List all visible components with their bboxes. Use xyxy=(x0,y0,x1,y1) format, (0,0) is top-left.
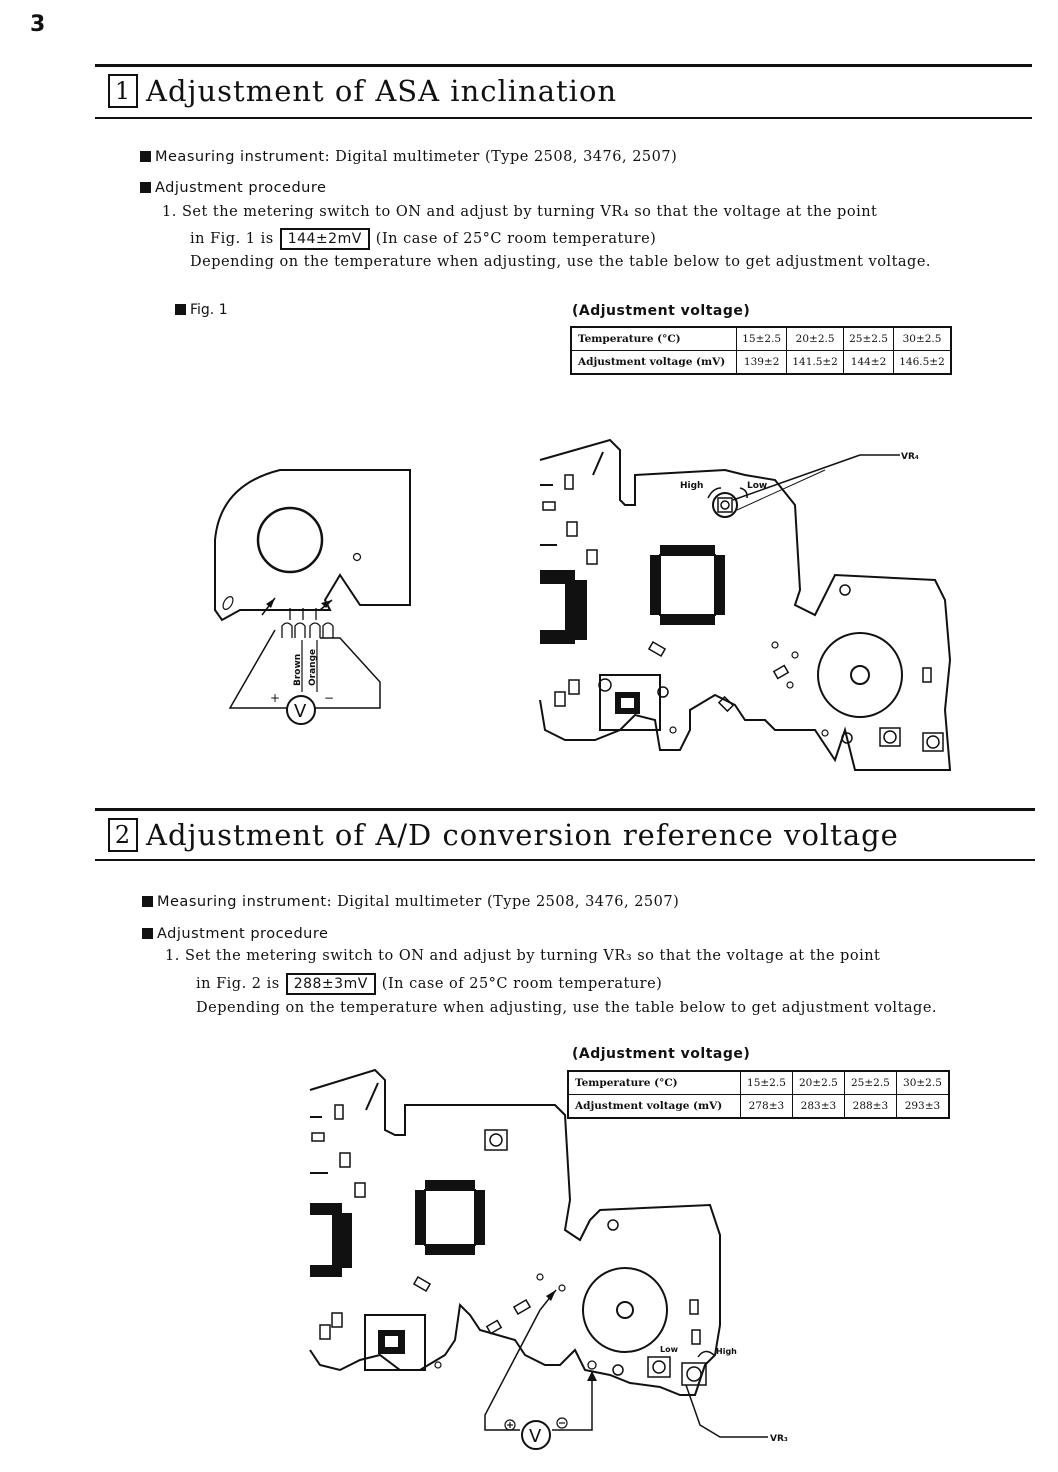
table-row xyxy=(571,327,951,351)
section2-table-caption: (Adjustment voltage) xyxy=(572,1046,751,1062)
high-label: High xyxy=(680,481,704,491)
section1-heading xyxy=(108,74,617,108)
table-cell: 141.5±2 xyxy=(787,351,844,375)
fig1-sensor-diagram xyxy=(200,460,420,735)
motor-disc xyxy=(818,633,902,717)
vr-leader-line xyxy=(733,455,860,500)
wire-label-orange: Orange xyxy=(308,648,318,686)
vr-leader-line xyxy=(686,1385,768,1437)
section1-bottom-rule xyxy=(95,117,1032,119)
table-cell: 15±2.5 xyxy=(737,327,787,351)
table-cell: 25±2.5 xyxy=(844,327,894,351)
vr4-label: VR₄ xyxy=(901,452,919,462)
mounting-slot xyxy=(221,595,235,611)
sensor-ring xyxy=(258,508,322,572)
page-number: 3 xyxy=(30,12,46,37)
trimmer-icon xyxy=(648,1357,670,1377)
connector-pins xyxy=(282,608,333,638)
vr4-trimmer-icon xyxy=(713,493,737,517)
voltmeter-label: V xyxy=(529,1426,542,1447)
vr3-label: VR₃ xyxy=(770,1434,788,1444)
ic-chip xyxy=(332,1213,352,1268)
main-processor-chip xyxy=(425,1190,475,1245)
trimmer-icon xyxy=(485,1130,507,1150)
section2-step-line1: 1. Set the metering switch to ON and adjust by turning VR₃ so that the voltage at the point xyxy=(165,948,881,964)
section1-table-caption: (Adjustment voltage) xyxy=(572,303,751,319)
low-label: Low xyxy=(747,481,768,491)
section2-bottom-rule xyxy=(95,859,1035,861)
table-cell: 20±2.5 xyxy=(787,327,844,351)
component xyxy=(565,475,573,489)
bullet-icon xyxy=(140,182,151,193)
pcb-outline xyxy=(540,440,950,770)
bullet-icon xyxy=(175,304,186,315)
table-cell: 144±2 xyxy=(844,351,894,375)
table-cell: 139±2 xyxy=(737,351,787,375)
probe-wire-plus xyxy=(485,1310,540,1430)
section1-fig-label: Fig. 1 xyxy=(175,302,228,318)
section2-top-rule xyxy=(95,808,1035,811)
section1-top-rule xyxy=(95,64,1032,67)
voltmeter-label: V xyxy=(294,701,307,722)
table-header-cell: Adjustment voltage (mV) xyxy=(568,1095,740,1119)
section1-step-line3: Depending on the temperature when adjusting, use the table below to get adjustment voltage. xyxy=(190,254,932,270)
sensor-board-outline xyxy=(215,470,410,620)
ic-chip xyxy=(540,630,575,644)
table-header-cell: Temperature (°C) xyxy=(571,327,737,351)
table-cell: 146.5±2 xyxy=(894,351,951,375)
table-cell: 293±3 xyxy=(896,1095,949,1119)
fig1-pcb-diagram xyxy=(525,430,975,770)
section2-heading xyxy=(108,818,899,852)
component xyxy=(567,522,577,536)
motor-disc xyxy=(583,1268,667,1352)
table-cell: 278±3 xyxy=(740,1095,792,1119)
table-cell: 20±2.5 xyxy=(792,1071,844,1095)
section2-number: 2 xyxy=(108,818,138,852)
section1-instrument: Measuring instrument: Digital multimeter (Type 2508, 3476, 2507) xyxy=(140,149,677,165)
main-processor-chip xyxy=(660,555,715,615)
section2-title: Adjustment of A/D conversion reference voltage xyxy=(146,818,899,852)
mounting-hole xyxy=(354,554,361,561)
ic-chip xyxy=(310,1265,342,1277)
svg-text:+: + xyxy=(270,691,281,705)
table-cell: 288±3 xyxy=(844,1095,896,1119)
section1-title: Adjustment of ASA inclination xyxy=(146,74,618,108)
table-row xyxy=(571,351,951,375)
table-cell: 283±3 xyxy=(792,1095,844,1119)
table-header-cell: Temperature (°C) xyxy=(568,1071,740,1095)
section1-step-line2: in Fig. 1 is 144±2mV (In case of 25°C room temperature) xyxy=(190,228,656,250)
table-cell: 30±2.5 xyxy=(896,1071,949,1095)
fig2-pcb-diagram xyxy=(300,1065,820,1465)
section2-procedure-label: Adjustment procedure xyxy=(142,926,328,942)
section1-procedure-label: Adjustment procedure xyxy=(140,180,326,196)
component xyxy=(587,550,597,564)
section1-step-line1: 1. Set the metering switch to ON and adjust by turning VR₄ so that the voltage at the point xyxy=(162,204,878,220)
section1-target-voltage: 144±2mV xyxy=(280,228,370,250)
section1-voltage-table xyxy=(570,326,952,375)
high-label: High xyxy=(716,1347,737,1356)
bullet-icon xyxy=(140,151,151,162)
table-cell: 25±2.5 xyxy=(844,1071,896,1095)
bullet-icon xyxy=(142,928,153,939)
svg-text:−: − xyxy=(324,691,335,705)
table-cell: 30±2.5 xyxy=(894,327,951,351)
probe-wire-minus xyxy=(552,1395,592,1430)
wire-label-brown: Brown xyxy=(293,653,303,686)
bullet-icon xyxy=(142,896,153,907)
section2-target-voltage: 288±3mV xyxy=(286,973,376,995)
pcb-outline xyxy=(310,1070,720,1395)
section2-step-line2: in Fig. 2 is 288±3mV (In case of 25°C room temperature) xyxy=(196,973,662,995)
component xyxy=(543,502,555,510)
low-label: Low xyxy=(660,1345,678,1354)
section2-instrument: Measuring instrument: Digital multimeter (Type 2508, 3476, 2507) xyxy=(142,894,679,910)
table-header-cell: Adjustment voltage (mV) xyxy=(571,351,737,375)
section1-number: 1 xyxy=(108,74,138,108)
table-cell: 15±2.5 xyxy=(740,1071,792,1095)
section2-step-line3: Depending on the temperature when adjusting, use the table below to get adjustment voltage. xyxy=(196,1000,938,1016)
